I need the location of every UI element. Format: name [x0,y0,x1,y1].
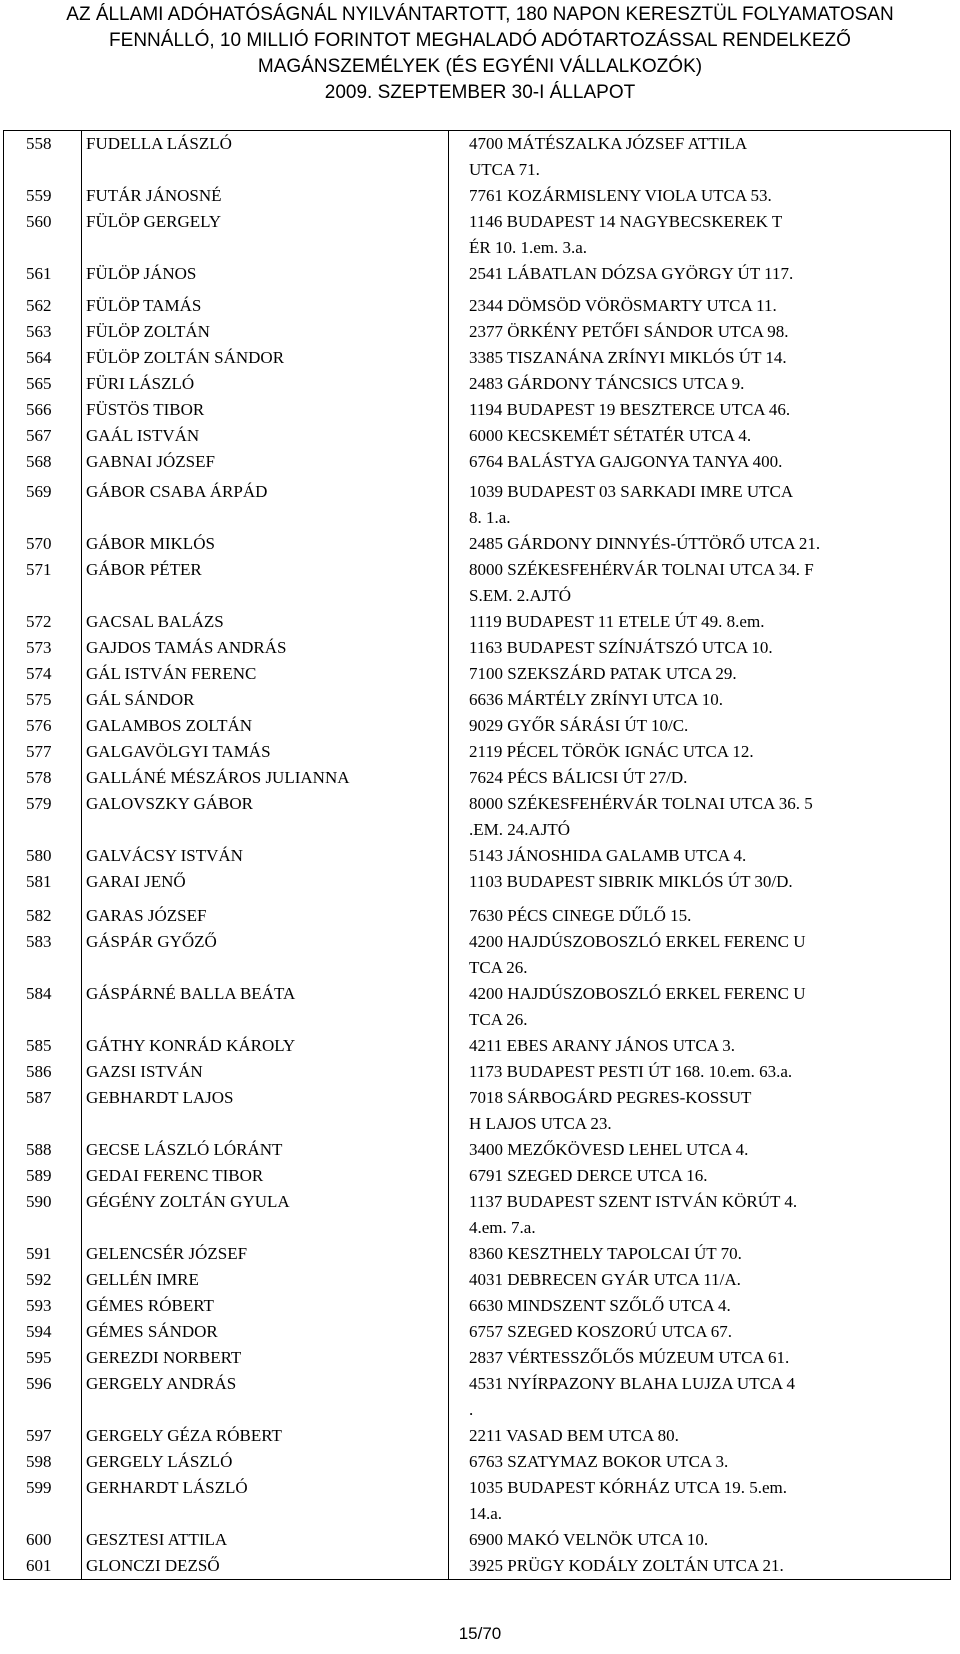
table-row [4,1189,951,1241]
row-number: 600 [4,1527,82,1553]
address-line: S.EM. 2.AJTÓ [469,586,572,605]
row-number: 561 [4,261,82,293]
table-row [4,609,951,635]
table-row [4,739,951,765]
address-line: 1035 BUDAPEST KÓRHÁZ UTCA 19. 5.em. [469,1478,787,1497]
address-line: 4200 HAJDÚSZOBOSZLÓ ERKEL FERENC U [469,984,806,1003]
taxpayer-address: 6636 MÁRTÉLY ZRÍNYI UTCA 10. [449,687,951,713]
table-row [4,1371,951,1423]
taxpayer-address: 7100 SZEKSZÁRD PATAK UTCA 29. [449,661,951,687]
taxpayer-address: 7630 PÉCS CINEGE DŰLŐ 15. [449,903,951,929]
table-row [4,869,951,903]
taxpayer-name: GABNAI JÓZSEF [82,449,449,479]
row-number: 572 [4,609,82,635]
row-number: 586 [4,1059,82,1085]
taxpayer-name: GEDAI FERENC TIBOR [82,1163,449,1189]
row-number: 597 [4,1423,82,1449]
taxpayer-name: GALLÁNÉ MÉSZÁROS JULIANNA [82,765,449,791]
taxpayer-address: 1173 BUDAPEST PESTI ÚT 168. 10.em. 63.a. [449,1059,951,1085]
row-number: 582 [4,903,82,929]
taxpayer-name: GEREZDI NORBERT [82,1345,449,1371]
taxpayer-address [449,1085,951,1137]
table-row [4,183,951,209]
taxpayer-name: GAJDOS TAMÁS ANDRÁS [82,635,449,661]
table-row [4,1293,951,1319]
row-number: 599 [4,1475,82,1527]
table-row [4,293,951,319]
header-line: AZ ÁLLAMI ADÓHATÓSÁGNÁL NYILVÁNTARTOTT, 180 NAPON KERESZTÜL FOLYAMATOSAN [66,4,894,25]
row-number: 568 [4,449,82,479]
row-number: 591 [4,1241,82,1267]
table-row [4,1475,951,1527]
row-number: 578 [4,765,82,791]
table-row [4,1163,951,1189]
taxpayer-address [449,557,951,609]
taxpayer-name: GERGELY GÉZA RÓBERT [82,1423,449,1449]
taxpayer-name: GELENCSÉR JÓZSEF [82,1241,449,1267]
row-number: 574 [4,661,82,687]
table-row [4,1423,951,1449]
address-line: H LAJOS UTCA 23. [469,1114,612,1133]
address-line: 8000 SZÉKESFEHÉRVÁR TOLNAI UTCA 36. 5 [469,794,813,813]
taxpayer-address: 3400 MEZŐKÖVESD LEHEL UTCA 4. [449,1137,951,1163]
row-number: 590 [4,1189,82,1241]
taxpayer-name: GAÁL ISTVÁN [82,423,449,449]
taxpayer-address [449,531,951,557]
row-number: 570 [4,531,82,557]
taxpayer-address: 4031 DEBRECEN GYÁR UTCA 11/A. [449,1267,951,1293]
taxpayer-name: GARAI JENŐ [82,869,449,903]
taxpayer-address: 2119 PÉCEL TÖRÖK IGNÁC UTCA 12. [449,739,951,765]
taxpayer-address: 2344 DÖMSÖD VÖRÖSMARTY UTCA 11. [449,293,951,319]
row-number: 559 [4,183,82,209]
taxpayer-name: GALGAVÖLGYI TAMÁS [82,739,449,765]
taxpayer-name: FÜLÖP ZOLTÁN SÁNDOR [82,345,449,371]
taxpayer-address [449,791,951,843]
row-number: 592 [4,1267,82,1293]
address-line: . [469,1400,474,1419]
taxpayer-name: FUTÁR JÁNOSNÉ [82,183,449,209]
taxpayer-address: 6757 SZEGED KOSZORÚ UTCA 67. [449,1319,951,1345]
row-number: 594 [4,1319,82,1345]
taxpayer-address: 7761 KOZÁRMISLENY VIOLA UTCA 53. [449,183,951,209]
taxpayer-address [449,479,951,531]
taxpayer-address: 6900 MAKÓ VELNÖK UTCA 10. [449,1527,951,1553]
taxpayer-name: FÜLÖP ZOLTÁN [82,319,449,345]
table-row [4,929,951,981]
row-number: 567 [4,423,82,449]
taxpayer-name: FÜSTÖS TIBOR [82,397,449,423]
row-number: 596 [4,1371,82,1423]
row-number: 589 [4,1163,82,1189]
row-number: 566 [4,397,82,423]
taxpayer-name: GÉMES RÓBERT [82,1293,449,1319]
taxpayer-address: 2541 LÁBATLAN DÓZSA GYÖRGY ÚT 117. [449,261,951,293]
table-row [4,1137,951,1163]
taxpayer-name: GALOVSZKY GÁBOR [82,791,449,843]
taxpayer-address [449,929,951,981]
taxpayer-name: GELLÉN IMRE [82,1267,449,1293]
taxpayer-address: 9029 GYŐR SÁRÁSI ÚT 10/C. [449,713,951,739]
row-number: 564 [4,345,82,371]
taxpayer-address: 1163 BUDAPEST SZÍNJÁTSZÓ UTCA 10. [449,635,951,661]
table-row [4,397,951,423]
taxpayer-address: 2377 ÖRKÉNY PETŐFI SÁNDOR UTCA 98. [449,319,951,345]
address-line: TCA 26. [469,1010,528,1029]
taxpayer-name: GERGELY LÁSZLÓ [82,1449,449,1475]
address-line: 1137 BUDAPEST SZENT ISTVÁN KÖRÚT 4. [469,1192,798,1211]
row-number: 562 [4,293,82,319]
address-line: .EM. 24.AJTÓ [469,820,571,839]
table-row [4,661,951,687]
row-number: 577 [4,739,82,765]
taxpayer-name: GÁL ISTVÁN FERENC [82,661,449,687]
taxpayer-name: GECSE LÁSZLÓ LÓRÁNT [82,1137,449,1163]
table-row [4,1527,951,1553]
table-row [4,687,951,713]
taxpayer-name: GACSAL BALÁZS [82,609,449,635]
address-line: UTCA 71. [469,160,540,179]
address-line: 4700 MÁTÉSZALKA JÓZSEF ATTILA [469,134,748,153]
taxpayer-address: 1194 BUDAPEST 19 BESZTERCE UTCA 46. [449,397,951,423]
table-row [4,1449,951,1475]
taxpayer-address: 5143 JÁNOSHIDA GALAMB UTCA 4. [449,843,951,869]
address-line: 4531 NYÍRPAZONY BLAHA LUJZA UTCA 4 [469,1374,796,1393]
taxpayer-name: GERGELY ANDRÁS [82,1371,449,1423]
taxpayer-address [449,1475,951,1527]
taxpayer-name: FUDELLA LÁSZLÓ [82,131,449,184]
table-row [4,843,951,869]
row-number: 583 [4,929,82,981]
taxpayer-address: 6630 MINDSZENT SZŐLŐ UTCA 4. [449,1293,951,1319]
taxpayer-table [3,130,951,1580]
table-row [4,479,951,531]
taxpayer-address: 6000 KECSKEMÉT SÉTATÉR UTCA 4. [449,423,951,449]
table-row [4,1059,951,1085]
table-row [4,903,951,929]
row-number: 558 [4,131,82,184]
table-row [4,1085,951,1137]
row-number: 587 [4,1085,82,1137]
taxpayer-name: GESZTESI ATTILA [82,1527,449,1553]
row-number: 565 [4,371,82,397]
taxpayer-address: 3925 PRÜGY KODÁLY ZOLTÁN UTCA 21. [449,1553,951,1580]
taxpayer-name: GÁBOR PÉTER [82,557,449,609]
taxpayer-name: GÁSPÁR GYŐZŐ [82,929,449,981]
table-row [4,423,951,449]
row-number: 588 [4,1137,82,1163]
table-row [4,1553,951,1580]
address-line: TCA 26. [469,958,528,977]
table-row [4,1267,951,1293]
taxpayer-name: GALAMBOS ZOLTÁN [82,713,449,739]
row-number: 581 [4,869,82,903]
table-row [4,765,951,791]
address-line: 2485 GÁRDONY DINNYÉS-ÚTTÖRŐ UTCA 21. [469,534,821,553]
header-line: 2009. SZEPTEMBER 30-I ÁLLAPOT [324,82,636,103]
address-line: 8000 SZÉKESFEHÉRVÁR TOLNAI UTCA 34. F [469,560,814,579]
row-number: 598 [4,1449,82,1475]
header-line: MAGÁNSZEMÉLYEK (ÉS EGYÉNI VÁLLALKOZÓK) [257,56,703,77]
table-row [4,345,951,371]
table-row [4,449,951,479]
taxpayer-address: 7624 PÉCS BÁLICSI ÚT 27/D. [449,765,951,791]
taxpayer-name: GÁBOR MIKLÓS [82,531,449,557]
row-number: 595 [4,1345,82,1371]
row-number: 601 [4,1553,82,1580]
row-number: 569 [4,479,82,531]
taxpayer-name: GÁBOR CSABA ÁRPÁD [82,479,449,531]
address-line: ÉR 10. 1.em. 3.a. [469,238,588,257]
row-number: 576 [4,713,82,739]
taxpayer-name: GEBHARDT LAJOS [82,1085,449,1137]
taxpayer-address: 3385 TISZANÁNA ZRÍNYI MIKLÓS ÚT 14. [449,345,951,371]
taxpayer-name: FÜLÖP TAMÁS [82,293,449,319]
page-number: 15/70 [458,1624,502,1643]
table-row [4,1345,951,1371]
table-row [4,981,951,1033]
row-number: 560 [4,209,82,261]
table-row [4,1033,951,1059]
table-row [4,131,951,184]
taxpayer-address [449,1371,951,1423]
taxpayer-address: 6763 SZATYMAZ BOKOR UTCA 3. [449,1449,951,1475]
taxpayer-address [449,1189,951,1241]
address-line: 4200 HAJDÚSZOBOSZLÓ ERKEL FERENC U [469,932,806,951]
row-number: 593 [4,1293,82,1319]
address-line: 1039 BUDAPEST 03 SARKADI IMRE UTCA [469,482,794,501]
row-number: 580 [4,843,82,869]
row-number: 563 [4,319,82,345]
table-row [4,791,951,843]
taxpayer-name: FÜLÖP JÁNOS [82,261,449,293]
taxpayer-name: GÉGÉNY ZOLTÁN GYULA [82,1189,449,1241]
address-line: 4.em. 7.a. [469,1218,536,1237]
address-line: 8. 1.a. [469,508,511,527]
table-row [4,319,951,345]
table-row [4,713,951,739]
taxpayer-name: GÉMES SÁNDOR [82,1319,449,1345]
address-line: 14.a. [469,1504,503,1523]
table-row [4,557,951,609]
table-row [4,1319,951,1345]
taxpayer-address: 8360 KESZTHELY TAPOLCAI ÚT 70. [449,1241,951,1267]
taxpayer-address: 2211 VASAD BEM UTCA 80. [449,1423,951,1449]
row-number: 584 [4,981,82,1033]
header-line: FENNÁLLÓ, 10 MILLIÓ FORINTOT MEGHALADÓ ADÓTARTOZÁSSAL RENDELKEZŐ [109,30,851,51]
row-number: 571 [4,557,82,609]
taxpayer-address: 2837 VÉRTESSZŐLŐS MÚZEUM UTCA 61. [449,1345,951,1371]
taxpayer-name: FÜRI LÁSZLÓ [82,371,449,397]
taxpayer-address [449,981,951,1033]
taxpayer-address: 1119 BUDAPEST 11 ETELE ÚT 49. 8.em. [449,609,951,635]
document-header [0,2,960,106]
table-row [4,261,951,293]
row-number: 579 [4,791,82,843]
table-row [4,635,951,661]
taxpayer-name: GALVÁCSY ISTVÁN [82,843,449,869]
taxpayer-name: GLONCZI DEZSŐ [82,1553,449,1580]
taxpayer-address: 6791 SZEGED DERCE UTCA 16. [449,1163,951,1189]
taxpayer-address [449,209,951,261]
taxpayer-name: FÜLÖP GERGELY [82,209,449,261]
taxpayer-table-body [4,131,951,1580]
taxpayer-address: 4211 EBES ARANY JÁNOS UTCA 3. [449,1033,951,1059]
taxpayer-address: 2483 GÁRDONY TÁNCSICS UTCA 9. [449,371,951,397]
table-row [4,209,951,261]
taxpayer-address: 1103 BUDAPEST SIBRIK MIKLÓS ÚT 30/D. [449,869,951,903]
taxpayer-address: 6764 BALÁSTYA GAJGONYA TANYA 400. [449,449,951,479]
address-line: 7018 SÁRBOGÁRD PEGRES-KOSSUT [469,1088,752,1107]
row-number: 573 [4,635,82,661]
taxpayer-name: GAZSI ISTVÁN [82,1059,449,1085]
taxpayer-address [449,131,951,184]
taxpayer-name: GERHARDT LÁSZLÓ [82,1475,449,1527]
taxpayer-name: GÁL SÁNDOR [82,687,449,713]
taxpayer-name: GÁSPÁRNÉ BALLA BEÁTA [82,981,449,1033]
table-row [4,1241,951,1267]
table-row [4,531,951,557]
taxpayer-name: GÁTHY KONRÁD KÁROLY [82,1033,449,1059]
row-number: 585 [4,1033,82,1059]
row-number: 575 [4,687,82,713]
taxpayer-name: GARAS JÓZSEF [82,903,449,929]
table-row [4,371,951,397]
address-line: 1146 BUDAPEST 14 NAGYBECSKEREK T [469,212,783,231]
